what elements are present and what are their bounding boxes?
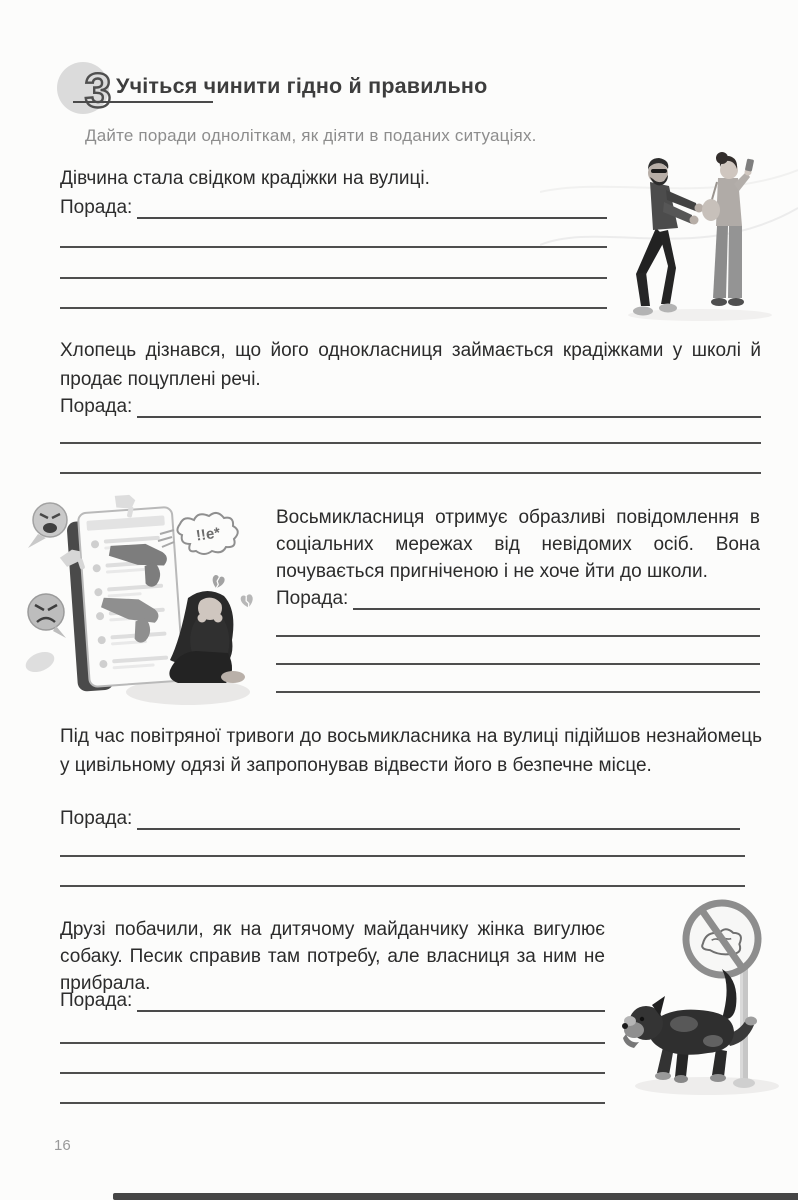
fist-icon <box>23 648 58 676</box>
advice-row <box>60 197 607 219</box>
task-5-text: Друзі побачили, як на дитячому майданчику жінка вигулює собаку. Песик справив там потребу, але власниця за ним не прибрала. <box>60 919 605 994</box>
advice-write-line <box>137 395 761 418</box>
advice-row <box>60 396 761 418</box>
dog-no-dogs-sign-illustration <box>612 893 796 1098</box>
dog <box>622 969 757 1083</box>
scan-edge-artifact <box>113 1193 798 1200</box>
task-1-text: Дівчина стала свідком крадіжки на вулиці. <box>60 168 430 189</box>
answer-line <box>60 1042 605 1044</box>
pickpocket-theft-illustration <box>608 146 794 326</box>
page-number: 16 <box>54 1137 71 1154</box>
advice-write-line <box>137 989 605 1012</box>
broken-heart-icon <box>210 574 225 590</box>
task-4 <box>60 722 762 897</box>
task-1 <box>60 164 607 324</box>
advice-label: Порада: <box>60 197 133 218</box>
task-5 <box>60 916 605 1116</box>
exercise-title: Учіться чинити гідно й правильно <box>116 74 488 98</box>
exercise-instruction: Дайте поради одноліткам, як діяти в поданих ситуаціях. <box>85 126 537 145</box>
title-underline <box>73 101 213 103</box>
angry-emoji <box>28 503 67 548</box>
answer-line <box>60 442 761 444</box>
advice-label: Порада: <box>60 990 133 1011</box>
exercise-number: 3 <box>84 65 112 118</box>
advice-label: Порада: <box>60 396 133 417</box>
broken-heart-icon <box>240 594 254 609</box>
advice-label: Порада: <box>276 588 349 609</box>
answer-line <box>60 246 607 248</box>
advice-write-line <box>137 196 607 219</box>
answer-line <box>276 691 760 693</box>
advice-row <box>60 990 605 1012</box>
man-shoe <box>633 307 653 316</box>
no-dogs-sign <box>680 897 763 980</box>
task-2 <box>60 336 761 486</box>
answer-line <box>276 635 760 637</box>
answer-line <box>60 307 607 309</box>
advice-write-line <box>353 587 760 610</box>
sunglasses <box>651 169 667 173</box>
answer-line <box>60 885 745 887</box>
cyberbullying-illustration <box>20 490 268 712</box>
answer-line <box>60 277 607 279</box>
task-3-text: Восьмикласниця отримує образливі повідомлення в соціальних мережах від невідомих осіб. Вона почувається пригніченою і не хоче йти до школи. <box>276 507 760 582</box>
crying-girl <box>169 591 245 683</box>
swear-text: !!е* <box>194 524 222 545</box>
angry-emoji <box>28 594 66 638</box>
handbag <box>702 199 720 221</box>
task-3 <box>276 504 760 704</box>
task-4-text: Під час повітряної тривоги до восьмикласника на вулиці підійшов незнайомець у цивільному одязі й запропонував відвести його в безпечне місце. <box>60 726 762 776</box>
answer-line <box>60 1072 605 1074</box>
answer-line <box>60 472 761 474</box>
advice-row <box>60 808 740 830</box>
smartphone <box>745 159 754 172</box>
answer-line <box>276 663 760 665</box>
task-2-text: Хлопець дізнався, що його однокласниця займається крадіжками у школі й продає поцуплені речі. <box>60 340 761 390</box>
advice-row <box>276 588 760 610</box>
advice-label: Порада: <box>60 808 133 829</box>
answer-line <box>60 855 745 857</box>
answer-line <box>60 1102 605 1104</box>
advice-write-line <box>137 807 740 830</box>
